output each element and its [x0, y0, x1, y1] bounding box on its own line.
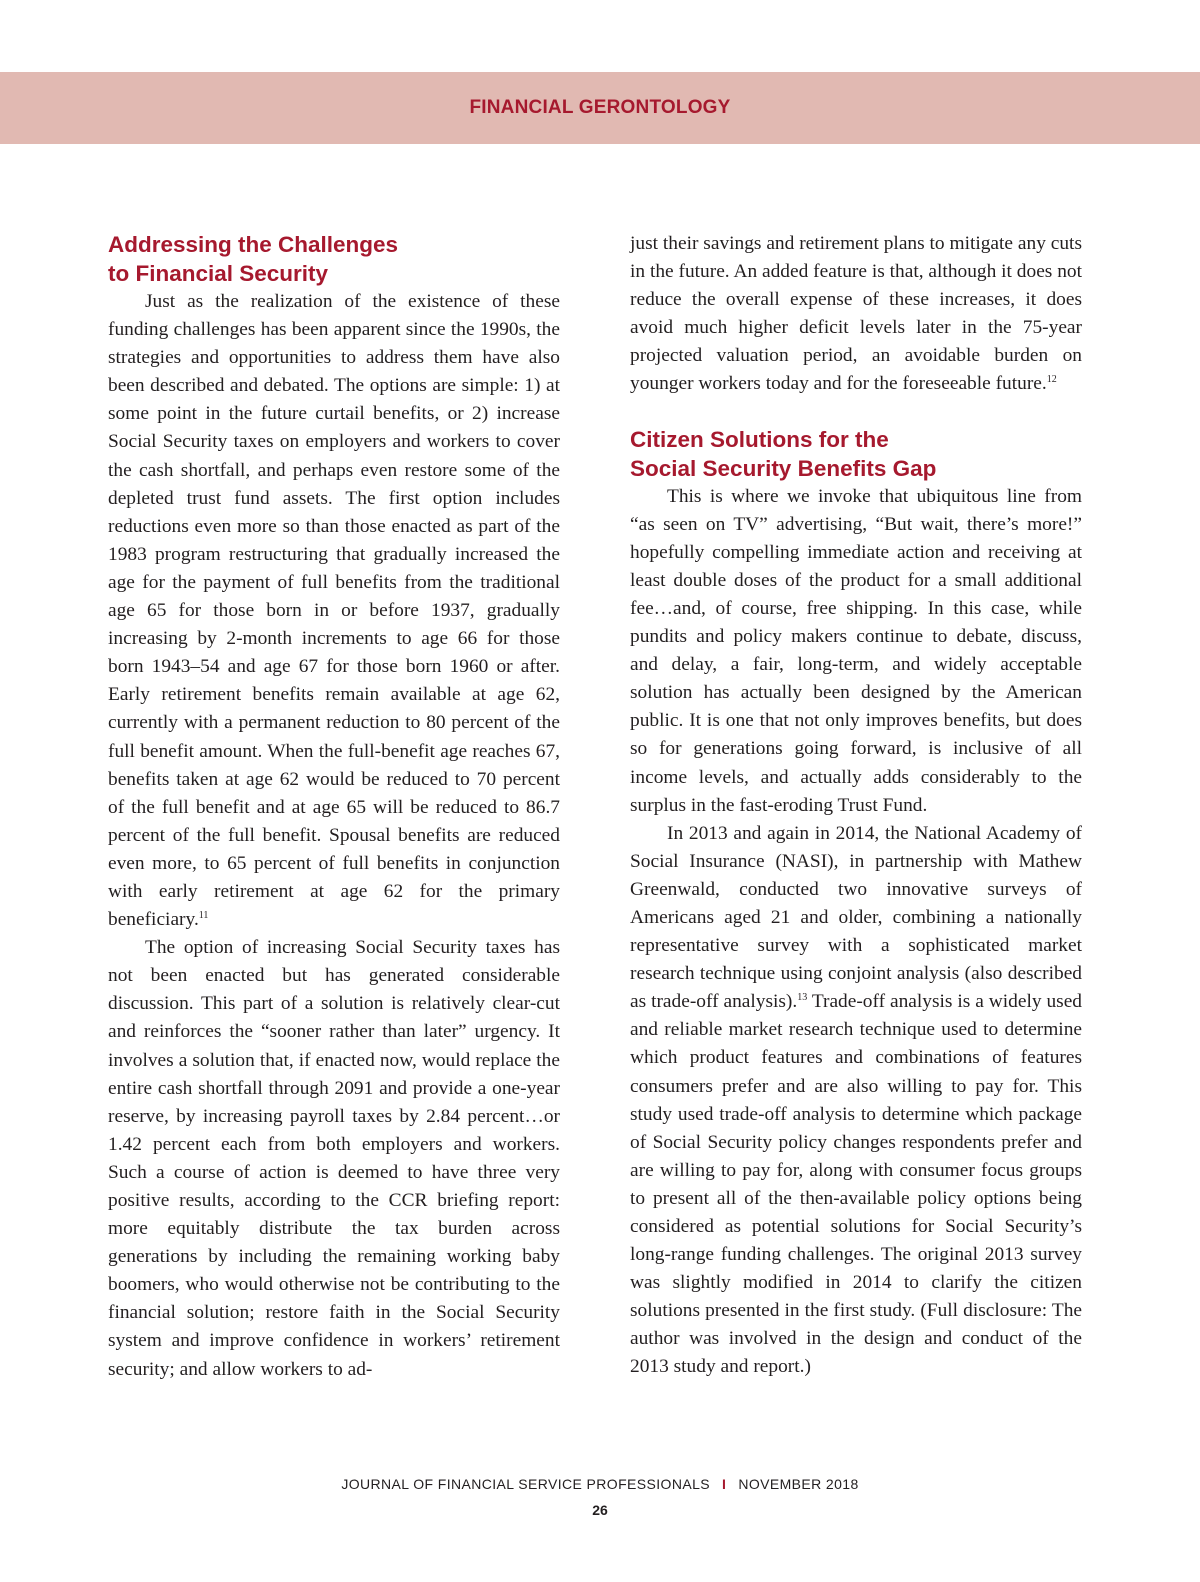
page-number: 26: [592, 1502, 608, 1518]
body-paragraph: [108, 934, 560, 1384]
journal-name: JOURNAL OF FINANCIAL SERVICE PROFESSIONALS: [341, 1476, 711, 1492]
section-heading-challenges: [108, 230, 560, 288]
right-column: [630, 230, 1082, 1382]
body-paragraph: [630, 483, 1082, 820]
section-title: FINANCIAL GERONTOLOGY: [469, 97, 731, 118]
issue-date: NOVEMBER 2018: [738, 1476, 859, 1492]
section-banner: [0, 72, 1200, 144]
body-paragraph-continued: [630, 230, 1082, 399]
heading-line-1: Citizen Solutions for the: [630, 426, 889, 452]
footnote-ref: 12: [1046, 374, 1057, 386]
heading-line-2: to Financial Security: [108, 261, 329, 286]
body-paragraph: [630, 820, 1082, 1382]
footnote-ref: 11: [198, 910, 209, 922]
paragraph-text: Just as the realization of the existence of these funding challenges has been apparent since the 1990s, the strategies and opportunities to address them have also been described and debated. The options are simple: 1) at some point in the future curtail benefits, or 2) increase Social Security taxes on employers and workers to cover the cash shortfall, and perhaps even restore some of the depleted trust fund assets. The first option includes reductions even more so than those enacted as part of the 1983 program restructuring that gradually increased the age for the payment of full benefits from the traditional age 65 for those born in or before 1937, gradually increasing by 2-month increments to age 66 for those born 1943–54 and age 67 for those born 1960 or after. Early retirement benefits remain available at age 62, currently with a permanent reduction to 80 percent of the full benefit amount. When the full-benefit age reaches 67, benefits taken at age 62 would be reduced to 70 percent of the full benefit and at age 65 will be reduced to 86.7 percent of the full benefit. Spousal benefits are reduced even more, to 65 percent of full benefits in conjunction with early retirement at age 62 for the primary beneficiary.: [108, 291, 560, 931]
heading-line-1: Addressing the Challenges: [108, 232, 399, 257]
heading-line-2: Social Security Benefits Gap: [630, 455, 937, 481]
left-column: [108, 230, 560, 1384]
footer-separator: I: [722, 1476, 727, 1492]
paragraph-text: just their savings and retirement plans to mitigate any cuts in the future. An added feature is that, although it does not reduce the overall expense of these increases, it does avoid much higher deficit levels later in the 75-year projected valuation period, an avoidable burden on younger workers today and for the foreseeable future.: [630, 233, 1082, 395]
paragraph-text: The option of increasing Social Security taxes has not been enacted but has generated considerable discussion. This part of a solution is relatively clear-cut and reinforces the “sooner rather than later” urgency. It involves a solution that, if enacted now, would replace the entire cash shortfall through 2091 and provide a one-year reserve, by increasing payroll taxes by 2.84 percent…or 1.42 percent each from both employers and workers. Such a course of action is deemed to have three very positive results, according to the CCR briefing report: more equitably distribute the tax burden across generations by including the remaining working baby boomers, who would otherwise not be contributing to the financial solution; restore faith in the Social Security system and improve confidence in workers’ retirement security; and allow workers to ad-: [108, 937, 560, 1380]
paragraph-text: In 2013 and again in 2014, the National Academy of Social Insurance (NASI), in partnership with Mathew Greenwald, conducted two innovative surveys of Americans aged 21 and older, combining a nationally representative survey with a sophisticated market research technique using conjoint analysis (also described as trade-off analysis).: [630, 822, 1082, 1013]
footer-journal-line: [0, 1476, 1200, 1492]
section-heading-citizen-solutions: [630, 425, 1082, 483]
paragraph-text: This is where we invoke that ubiquitous line from “as seen on TV” advertising, “But wait, there’s more!” hopefully compelling immediate action and receiving at least double doses of the product for a small additional fee…and, of course, free shipping. In this case, while pundits and policy makers continue to debate, discuss, and delay, a fair, long-term, and widely acceptable solution has actually been designed by the American public. It is one that not only improves benefits, but does so for generations going forward, is inclusive of all income levels, and actually adds considerably to the surplus in the fast-eroding Trust Fund.: [630, 485, 1082, 816]
spacer: [630, 399, 1082, 425]
paragraph-text: Trade-off analysis is a widely used and reliable market research technique used to determine which product features and combinations of features consumers prefer and are also willing to pay for. This study used trade-off analysis to determine which package of Social Security policy changes respondents prefer and are willing to pay for, along with consumer focus groups to present all of the then-available policy options being considered as potential solutions for Social Security’s long-range funding challenges. The original 2013 survey was slightly modified in 2014 to clarify the citizen solutions presented in the first study. (Full disclosure: The author was involved in the design and conduct of the 2013 study and report.): [630, 991, 1083, 1378]
footnote-ref: 13: [797, 992, 808, 1004]
body-paragraph: [108, 288, 560, 934]
